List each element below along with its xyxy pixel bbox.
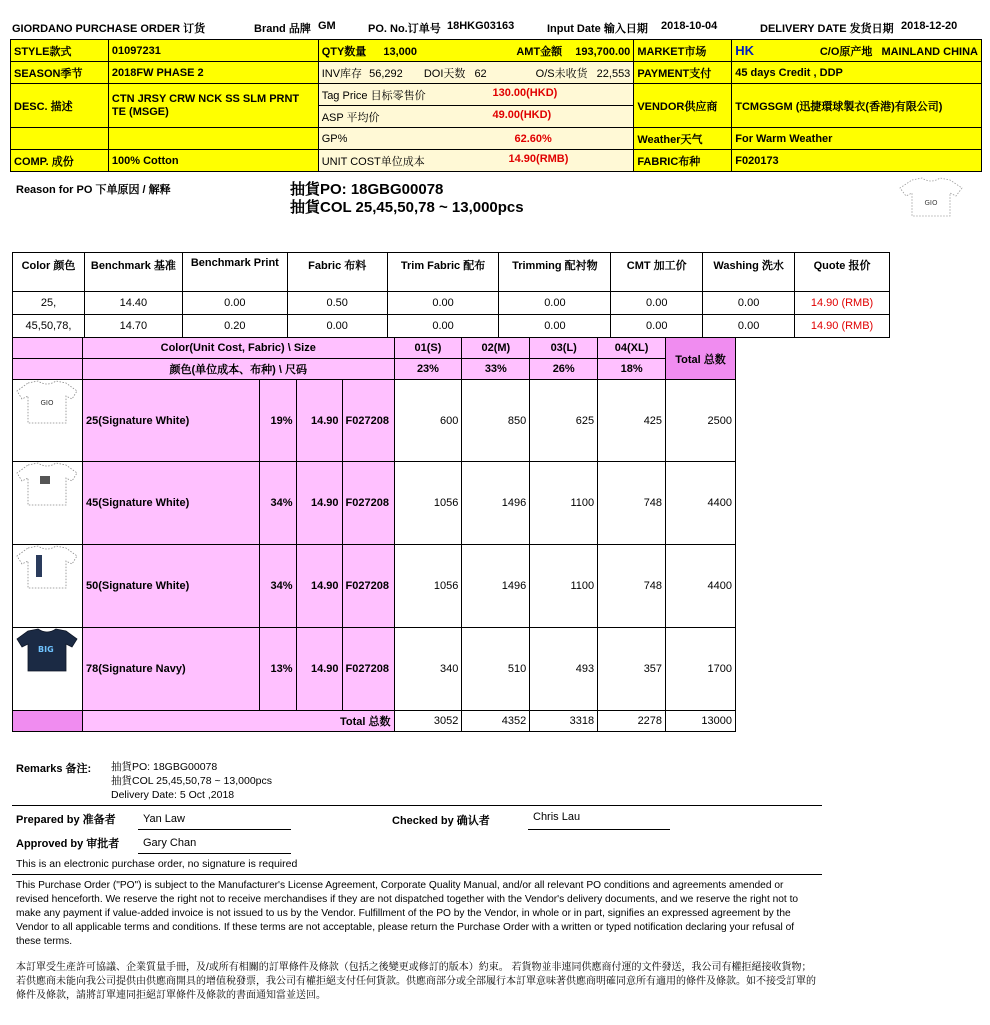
divider <box>12 805 822 806</box>
qty-amt-cell <box>318 40 634 62</box>
tag-price-label: Tag Price 目标零售价 <box>321 89 426 102</box>
row-total-cell: 4400 <box>666 462 736 545</box>
amt-value: 193,700.00 <box>575 45 631 58</box>
bench-cell: 0.00 <box>182 292 287 315</box>
row-color-cell: 50(Signature White) <box>82 545 259 628</box>
qty-value: 13,000 <box>383 45 418 58</box>
shirt-image-cell <box>13 545 83 628</box>
qty-cell: 357 <box>598 628 666 711</box>
inv-value: 56,292 <box>369 67 403 80</box>
company-title: GIORDANO PURCHASE ORDER 订货 <box>12 23 206 35</box>
size-total-cell: 3052 <box>394 711 462 732</box>
size-header-cell: 01(S) <box>394 338 462 359</box>
tshirt-white-icon <box>16 462 78 506</box>
doi-label: DOI天数 <box>423 67 466 80</box>
delivery-date-label: DELIVERY DATE 发货日期 <box>760 23 894 35</box>
row-cost-cell: 14.90 <box>296 628 342 711</box>
fabric-label: FABRIC布种 <box>634 150 732 172</box>
qty-cell: 748 <box>598 462 666 545</box>
table-row <box>13 292 890 315</box>
gp-cell <box>318 128 634 150</box>
market-value: HK <box>735 42 755 58</box>
row-cost-cell: 14.90 <box>296 545 342 628</box>
bench-header-cell: Fabric 布料 <box>287 253 387 292</box>
po-label: PO. No.订单号 <box>368 23 441 35</box>
os-label: O/S未收货 <box>535 67 588 80</box>
size-total-cell: 3318 <box>530 711 598 732</box>
bench-header-cell: Washing 洗水 <box>703 253 795 292</box>
table-row <box>13 545 736 628</box>
reason-line-2: 抽貨COL 25,45,50,78 ~ 13,000pcs <box>290 199 524 216</box>
asp-cell <box>318 106 634 128</box>
size-header-cell: 02(M) <box>462 338 530 359</box>
asp-label: ASP 平均价 <box>321 111 380 124</box>
input-date-label: Input Date 输入日期 <box>547 23 648 35</box>
prepared-underline <box>138 829 291 830</box>
season-label: SEASON季节 <box>11 62 109 84</box>
remarks-line-2: 抽貨COL 25,45,50,78 ~ 13,000pcs <box>111 775 273 787</box>
qty-cell: 850 <box>462 380 530 462</box>
size-header-cell: 03(L) <box>530 338 598 359</box>
tag-price-value: 130.00(HKD) <box>492 86 558 99</box>
qty-cell: 493 <box>530 628 598 711</box>
gp-value: 62.60% <box>514 132 552 145</box>
tshirt-navy-icon <box>16 628 78 672</box>
bench-header-cell: Benchmark 基准 <box>84 253 182 292</box>
bench-cell: 0.00 <box>703 315 795 338</box>
checked-label: Checked by 确认者 <box>392 815 490 827</box>
remarks-text <box>111 760 272 802</box>
svg-text:GIO: GIO <box>924 199 938 207</box>
row-color-cell: 25(Signature White) <box>82 380 259 462</box>
bench-cell: 0.20 <box>182 315 287 338</box>
approved-underline <box>138 853 291 854</box>
total-header: Total 总数 <box>666 338 736 380</box>
desc-label: DESC. 描述 <box>11 84 109 128</box>
approved-value: Gary Chan <box>143 837 197 849</box>
table-row <box>13 380 736 462</box>
po-value: 18HKG03163 <box>447 20 515 32</box>
shirt-image-cell <box>13 628 83 711</box>
vendor-label: VENDOR供应商 <box>634 84 732 128</box>
weather-value: For Warm Weather <box>732 128 982 150</box>
checked-value: Chris Lau <box>533 811 581 823</box>
market-label: MARKET市场 <box>634 40 732 62</box>
brand-value: GM <box>318 20 336 32</box>
shirt-image-cell <box>13 462 83 545</box>
bench-cell: 45,50,78, <box>13 315 85 338</box>
approved-label: Approved by 审批者 <box>16 838 120 850</box>
row-total-cell: 4400 <box>666 545 736 628</box>
brand-label: Brand 品牌 <box>254 23 311 35</box>
svg-text:BIG: BIG <box>38 645 55 654</box>
co-label: C/O原产地 <box>819 45 873 58</box>
amt-label: AMT金额 <box>516 45 563 58</box>
table-row <box>13 462 736 545</box>
table-row <box>13 315 890 338</box>
bench-header-cell: Color 颜色 <box>13 253 85 292</box>
payment-value: 45 days Credit , DDP <box>732 62 982 84</box>
size-total-cell: 2278 <box>598 711 666 732</box>
delivery-date-value: 2018-12-20 <box>901 20 958 32</box>
row-color-cell: 45(Signature White) <box>82 462 259 545</box>
bench-cell: 0.00 <box>499 315 611 338</box>
row-pct-cell: 19% <box>259 380 296 462</box>
vendor-value: TCMGSGM (迅捷環球製衣(香港)有限公司) <box>732 84 982 128</box>
market-co-cell <box>732 40 982 62</box>
row-pct-cell: 34% <box>259 545 296 628</box>
row-total-cell: 1700 <box>666 628 736 711</box>
row-total-cell: 2500 <box>666 380 736 462</box>
qty-cell: 1100 <box>530 462 598 545</box>
prepared-value: Yan Law <box>143 813 185 825</box>
style-label: STYLE款式 <box>11 40 109 62</box>
qty-cell: 625 <box>530 380 598 462</box>
comp-label: COMP. 成份 <box>11 150 109 172</box>
bench-header-cell: CMT 加工价 <box>611 253 703 292</box>
svg-text:GIO: GIO <box>40 399 54 407</box>
grand-total-cell: 13000 <box>666 711 736 732</box>
size-header-cell: 04(XL) <box>598 338 666 359</box>
reason-text <box>290 181 524 217</box>
totals-image-cell <box>13 711 83 732</box>
image-header-cell <box>13 338 83 359</box>
bench-cell: 0.50 <box>287 292 387 315</box>
inv-doi-os-cell <box>318 62 634 84</box>
gp-label: GP% <box>321 132 348 145</box>
image-header-cell <box>13 359 83 380</box>
co-value: MAINLAND CHINA <box>881 45 978 58</box>
reason-line-1: 抽貨PO: 18GBG00078 <box>290 181 444 198</box>
payment-label: PAYMENT支付 <box>634 62 732 84</box>
remarks-label: Remarks 备注: <box>16 763 92 775</box>
style-value: 01097231 <box>108 40 318 62</box>
bench-cell: 25, <box>13 292 85 315</box>
electronic-note: This is an electronic purchase order, no signature is required <box>16 858 298 870</box>
remarks-line-1: 抽貨PO: 18GBG00078 <box>111 761 218 773</box>
tshirt-thumbnail-icon <box>898 176 964 218</box>
doi-value: 62 <box>474 67 487 80</box>
divider <box>12 874 822 875</box>
bench-cell: 0.00 <box>387 315 499 338</box>
qty-cell: 1056 <box>394 462 462 545</box>
input-date-value: 2018-10-04 <box>661 20 718 32</box>
bench-cell: 0.00 <box>611 315 703 338</box>
benchmark-table <box>12 252 890 338</box>
qty-cell: 1496 <box>462 545 530 628</box>
size-ratio-cell: 18% <box>598 359 666 380</box>
row-pct-cell: 13% <box>259 628 296 711</box>
product-thumbnail <box>898 176 964 221</box>
unit-cost-value: 14.90(RMB) <box>508 152 569 165</box>
row-fabric-cell: F027208 <box>342 545 394 628</box>
bench-header-cell: Trim Fabric 配布 <box>387 253 499 292</box>
row-color-cell: 78(Signature Navy) <box>82 628 259 711</box>
qty-cell: 748 <box>598 545 666 628</box>
qty-cell: 1100 <box>530 545 598 628</box>
row-fabric-cell: F027208 <box>342 628 394 711</box>
season-value: 2018FW PHASE 2 <box>108 62 318 84</box>
size-header-row <box>13 338 736 359</box>
qty-cell: 510 <box>462 628 530 711</box>
row-fabric-cell: F027208 <box>342 380 394 462</box>
row-cost-cell: 14.90 <box>296 462 342 545</box>
bench-cell: 0.00 <box>499 292 611 315</box>
unit-cost-label: UNIT COST单位成本 <box>321 155 425 168</box>
qty-cell: 600 <box>394 380 462 462</box>
tshirt-white-icon <box>16 380 78 424</box>
terms-chinese: 本訂單受生產許可協議、企業質量手冊，及/或所有相關的訂單條件及條款（包括之後變更或修訂的版本）約束。 若貨物並非連同供應商付運的文件發送，我公司有權拒絕接收貨物；若供應商未能向我公司提供由供應商開具的增值稅發票，我公司有權拒絕支付任何貨款。供應商部分或全部履行本訂單意味著供應商明確同意所有適用的條件及條款。如不接受訂單的條件及條款，請將訂單連同拒絕訂單條件及條款的書面通知當並送回。 <box>16 962 816 1001</box>
bench-header-cell: Quote 报价 <box>795 253 890 292</box>
qty-cell: 340 <box>394 628 462 711</box>
empty-cell-1 <box>11 128 109 150</box>
os-value: 22,553 <box>596 67 631 80</box>
size-ratio-cell: 33% <box>462 359 530 380</box>
row-cost-cell: 14.90 <box>296 380 342 462</box>
qty-cell: 1496 <box>462 462 530 545</box>
prepared-label: Prepared by 准备者 <box>16 814 116 826</box>
size-ratio-cell: 23% <box>394 359 462 380</box>
checked-underline <box>528 829 670 830</box>
asp-value: 49.00(HKD) <box>492 108 552 121</box>
bench-header-cell: Benchmark Print <box>182 253 287 292</box>
table-row <box>13 628 736 711</box>
bench-cell: 0.00 <box>611 292 703 315</box>
bench-header-cell: Trimming 配衬物 <box>499 253 611 292</box>
size-total-cell: 4352 <box>462 711 530 732</box>
qty-label: QTY数量 <box>321 45 367 58</box>
bench-quote-cell: 14.90 (RMB) <box>795 292 890 315</box>
totals-label: Total 总数 <box>82 711 394 732</box>
color-size-header-cn: 颜色(单位成本、布种) \ 尺码 <box>82 359 394 380</box>
color-size-header: Color(Unit Cost, Fabric) \ Size <box>82 338 394 359</box>
empty-cell-2 <box>108 128 318 150</box>
size-breakdown-table <box>12 337 736 732</box>
benchmark-header-row <box>13 253 890 292</box>
bench-quote-cell: 14.90 (RMB) <box>795 315 890 338</box>
qty-cell: 1056 <box>394 545 462 628</box>
fabric-value: F020173 <box>732 150 982 172</box>
terms-english: This Purchase Order ("PO") is subject to the Manufacturer's License Agreement, Corporate Quality Manual, and/or all relevant PO conditions and agreements amended or revised henceforth. We reserve the right not to receive merchandises if they are not dispatched together with the Vendor's delivery documents, and we reserve the right not to make any payment if value-added invoice is not issued to us by the Vendor. Fulfillment of the PO by the Vendor, in whole or in part, signifies an expressed agreement by the Vendor to all applicable terms and conditions. If these terms are not acceptable, please return the Purchase Order with a written or typed notification declaring your refusal of these terms. <box>16 880 799 947</box>
weather-label: Weather天气 <box>634 128 732 150</box>
comp-value: 100% Cotton <box>108 150 318 172</box>
unit-cost-cell <box>318 150 634 172</box>
bench-cell: 14.40 <box>84 292 182 315</box>
totals-row <box>13 711 736 732</box>
remarks-line-3: Delivery Date: 5 Oct ,2018 <box>111 789 235 801</box>
row-pct-cell: 34% <box>259 462 296 545</box>
tshirt-white-icon <box>16 545 78 589</box>
tag-price-cell <box>318 84 634 106</box>
shirt-image-cell <box>13 380 83 462</box>
size-ratio-cell: 26% <box>530 359 598 380</box>
bench-cell: 0.00 <box>387 292 499 315</box>
bench-cell: 0.00 <box>287 315 387 338</box>
reason-label: Reason for PO 下单原因 / 解释 <box>16 184 171 196</box>
inv-label: INV库存 <box>321 67 363 80</box>
size-ratio-row <box>13 359 736 380</box>
row-fabric-cell: F027208 <box>342 462 394 545</box>
bench-cell: 14.70 <box>84 315 182 338</box>
desc-value: CTN JRSY CRW NCK SS SLM PRNT TE (MSGE) <box>108 84 318 128</box>
po-info-table <box>10 39 982 172</box>
qty-cell: 425 <box>598 380 666 462</box>
bench-cell: 0.00 <box>703 292 795 315</box>
